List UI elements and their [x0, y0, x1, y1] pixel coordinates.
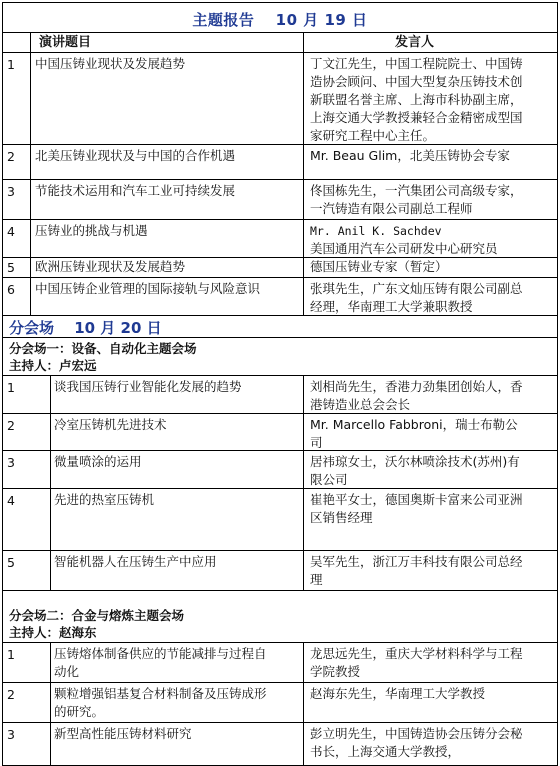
speaker-info: 崔艳平女士，德国奥斯卡富来公司亚洲 区销售经理 — [310, 492, 523, 525]
table-row — [3, 414, 557, 451]
speaker-info: 丁文江先生，中国工程院院士、中国铸 造协会顾问、中国大型复杂压铸技术创 新联盟名誉主席、上海市科协副主席， 上海交通大学教授兼轻合金精密成型国 家研究工程中心主任。 — [310, 56, 523, 143]
talk-topic: 谈我国压铸行业智能化发展的趋势 — [54, 379, 242, 394]
topic-header: 演讲题目 — [39, 35, 92, 50]
speaker-info: Mr. Beau Glim，北美压铸协会专家 — [310, 148, 510, 163]
talk-topic: 北美压铸业现状及与中国的合作机遇 — [35, 148, 236, 163]
table-row — [3, 643, 557, 683]
speaker-info: 吴军先生，浙江万丰科技有限公司总经 理 — [310, 554, 523, 587]
row-number: 4 — [7, 224, 15, 239]
talk-topic: 新型高性能压铸材料研究 — [54, 726, 192, 741]
talk-topic: 微量喷涂的运用 — [54, 454, 142, 469]
table-row — [3, 180, 557, 220]
table-header-row — [3, 33, 557, 53]
session-header — [3, 338, 557, 376]
table-row — [3, 551, 557, 591]
table-row — [3, 145, 557, 180]
session-host: 主持人：赵海东 — [9, 625, 97, 640]
speaker-info: 龙思远先生，重庆大学材料科学与工程 学院教授 — [310, 646, 523, 679]
speaker-info: 德国压铸业专家（暂定） — [310, 259, 448, 274]
session-title: 分会场一：设备、自动化主题会场 — [9, 341, 197, 356]
session-header — [3, 591, 557, 643]
talk-topic: 先进的热室压铸机 — [54, 492, 155, 507]
row-number: 2 — [7, 687, 15, 702]
speaker-info: Mr. Marcello Fabbroni，瑞士布勒公 司 — [310, 417, 518, 450]
sub-title: 分会场 10 月 20 日 — [9, 319, 162, 337]
table-row — [3, 376, 557, 414]
talk-topic: 压铸业的挑战与机遇 — [35, 223, 148, 238]
speaker-header: 发言人 — [395, 35, 435, 50]
row-number: 5 — [7, 260, 15, 275]
talk-topic: 中国压铸企业管理的国际接轨与风险意识 — [35, 281, 261, 296]
talk-topic: 节能技术运用和汽车工业可持续发展 — [35, 183, 236, 198]
talk-topic: 压铸熔体制备供应的节能减排与过程自 动化 — [54, 646, 267, 679]
main-title-row — [3, 3, 557, 33]
table-row — [3, 723, 557, 765]
row-number: 4 — [7, 493, 15, 508]
talk-topic: 中国压铸业现状及发展趋势 — [35, 56, 186, 71]
row-number: 2 — [7, 418, 15, 433]
session-host: 主持人：卢宏远 — [9, 358, 97, 373]
main-title: 主题报告 10 月 19 日 — [192, 11, 368, 29]
speaker-info: 张琪先生，广东文灿压铸有限公司副总 经理，华南理工大学兼职教授 — [310, 281, 523, 314]
speaker-info: 刘相尚先生，香港力劲集团创始人，香 港铸造业总会会长 — [310, 379, 523, 412]
sub-title-row — [3, 316, 557, 338]
row-number: 5 — [7, 555, 15, 570]
row-number: 6 — [7, 282, 15, 297]
table-row — [3, 278, 557, 316]
speaker-info: 佟国栋先生，一汽集团公司高级专家， 一汽铸造有限公司副总工程师 — [310, 183, 523, 216]
row-number: 3 — [7, 455, 15, 470]
row-number: 2 — [7, 149, 15, 164]
row-number: 3 — [7, 727, 15, 742]
row-number: 3 — [7, 184, 15, 199]
row-number: 1 — [7, 380, 15, 395]
speaker-info: 居祎琼女士，沃尔林喷涂技术(苏州)有 限公司 — [310, 454, 520, 487]
session-title: 分会场二：合金与熔炼主题会场 — [9, 608, 185, 623]
talk-topic: 冷室压铸机先进技术 — [54, 417, 167, 432]
row-number: 1 — [7, 57, 15, 72]
table-row — [3, 489, 557, 551]
speaker-info: 彭立明先生，中国铸造协会压铸分会秘 书长，上海交通大学教授， — [310, 726, 523, 759]
speaker-info: Mr. Anil K. Sachdev 美国通用汽车公司研发中心研究员 — [310, 224, 498, 256]
table-row — [3, 53, 557, 145]
table-row — [3, 451, 557, 489]
talk-topic: 欧洲压铸业现状及发展趋势 — [35, 259, 186, 274]
table-row — [3, 258, 557, 278]
speaker-info: 赵海东先生，华南理工大学教授 — [310, 686, 486, 701]
table-row — [3, 220, 557, 258]
table-row — [3, 683, 557, 723]
agenda-document — [2, 2, 558, 766]
talk-topic: 智能机器人在压铸生产中应用 — [54, 554, 217, 569]
row-number: 1 — [7, 647, 15, 662]
talk-topic: 颗粒增强铝基复合材料制备及压铸成形 的研究。 — [54, 686, 267, 719]
